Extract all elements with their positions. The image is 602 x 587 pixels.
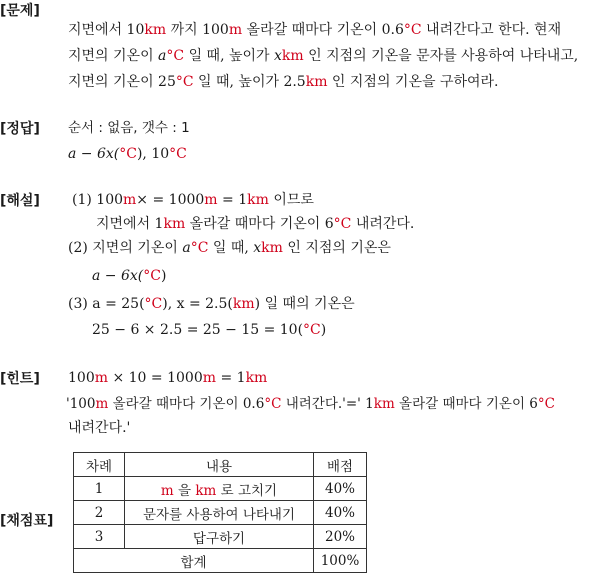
problem-line-1: 지면에서 10km 까지 100m 올라갈 때마다 기온이 0.6°C 내려간다고 한다. 현재 [68,22,562,38]
problem-label: [문제] [0,3,40,19]
explanation-step-1-detail: 지면에서 1km 올라갈 때마다 기온이 6°C 내려간다. [96,216,415,232]
table-row [74,525,367,549]
rubric-header-no: 차례 [74,453,125,477]
answer-line-2: a − 6x(°C), 10°C [68,146,187,162]
rubric-label: [채점표] [0,513,54,529]
explanation-step-2: (2) 지면의 기온이 a°C 일 때, xkm 인 지점의 기온은 [68,240,391,256]
rubric-row-no: 3 [74,525,125,549]
rubric-header-content: 내용 [125,453,314,477]
explanation-step-1: (1) 100m× = 1000m = 1km 이므로 [72,192,314,208]
table-row [74,501,367,525]
rubric-total-row [74,549,367,573]
rubric-table [73,452,367,573]
hint-line-1: 100m × 10 = 1000m = 1km [68,370,268,386]
hint-line-3: 내려간다.' [68,420,131,436]
answer-label: [정답] [0,121,40,137]
hint-line-2: '100m 올라갈 때마다 기온이 0.6°C 내려간다.'=' 1km 올라갈 때마다 기온이 6°C [66,396,555,412]
rubric-header-score: 배점 [314,453,367,477]
explanation-step-2-detail: a − 6x(°C) [92,268,167,284]
explanation-label: [해설] [0,193,40,209]
rubric-row-content: 문자를 사용하여 나타내기 [125,501,314,525]
explanation-step-3: (3) a = 25(°C), x = 2.5(km) 일 때의 기온은 [68,296,355,312]
rubric-row-no: 1 [74,477,125,501]
problem-line-2: 지면의 기온이 a°C 일 때, 높이가 xkm 인 지점의 기온을 문자를 사용하여 나타내고, [68,48,579,64]
rubric-total-label: 합계 [74,549,314,573]
rubric-total-score: 100% [314,549,367,573]
rubric-row-no: 2 [74,501,125,525]
rubric-row-content: 답구하기 [125,525,314,549]
rubric-row-content: m 을 km 로 고치기 [125,477,314,501]
explanation-step-3-detail: 25 − 6 × 2.5 = 25 − 15 = 10(°C) [92,322,327,338]
rubric-row-score: 40% [314,501,367,525]
rubric-row-score: 20% [314,525,367,549]
rubric-row-score: 40% [314,477,367,501]
table-row [74,477,367,501]
hint-label: [힌트] [0,371,40,387]
problem-line-3: 지면의 기온이 25°C 일 때, 높이가 2.5km 인 지점의 기온을 구하여라. [68,74,499,90]
answer-line-1: 순서 : 없음, 갯수 : 1 [68,120,190,136]
rubric-header-row [74,453,367,477]
